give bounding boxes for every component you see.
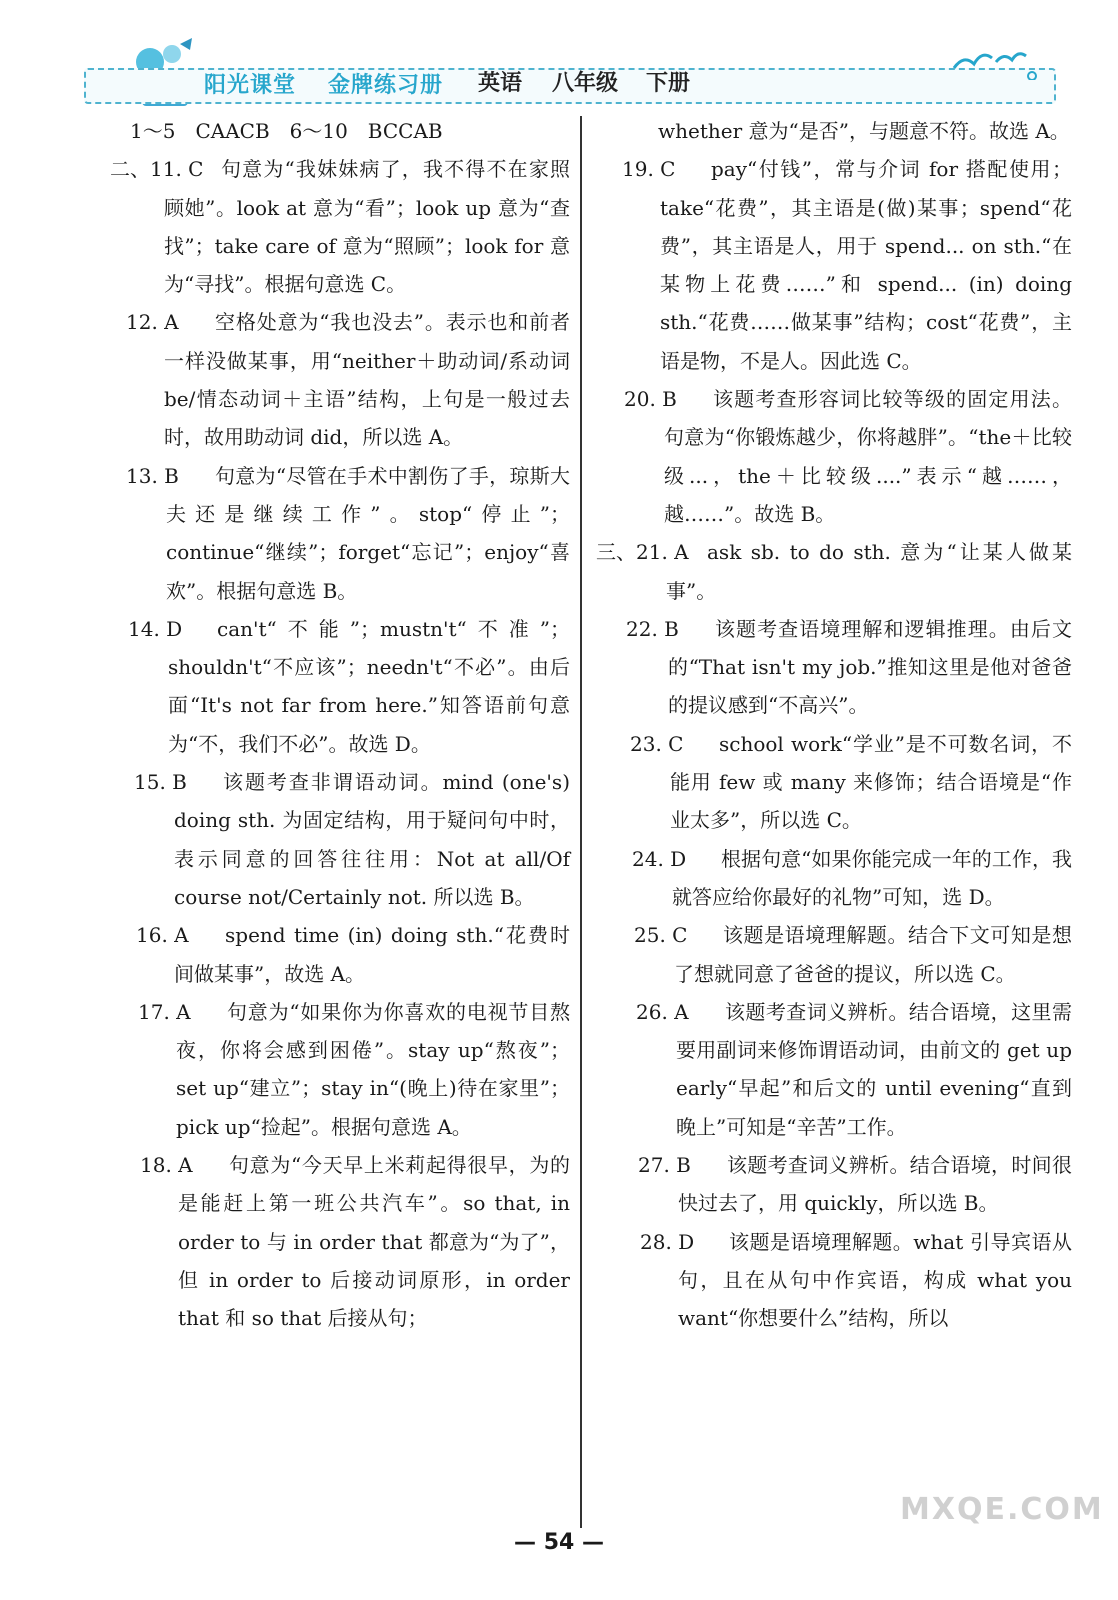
answer-explanation: 句意为“如果你为你喜欢的电视节目熬夜，你将会感到困倦”。stay up“熬夜”；set up“建立”；stay in“(晚上)待在家里”；pick up“捡起”。根据句意选 A。 — [176, 999, 570, 1139]
answer-explanation: 句意为“我妹妹病了，我不得不在家照顾她”。look at 意为“看”；look up 意为“查找”；take care of 意为“照顾”；look for 意为“寻找”。根据句意选 C。 — [164, 157, 570, 297]
question-number: 二、11. C — [110, 157, 204, 182]
question-number: 24. D — [632, 846, 687, 871]
question-number: 三、21. A — [596, 540, 689, 565]
question-number: 15. B — [134, 770, 187, 795]
page-header — [84, 30, 1056, 112]
answer-explanation: 该题是语境理解题。结合下文可知是想了想就同意了爸爸的提议，所以选 C。 — [674, 923, 1072, 986]
answer-explanation: 该题考查语境理解和逻辑推理。由后文的“That isn't my job.”推知这里是他对爸爸的提议感到“不高兴”。 — [668, 616, 1072, 718]
answer-explanation: 该题考查形容词比较等级的固定用法。句意为“你锻炼越少，你将越胖”。“the＋比较级...，the＋比较级....”表示“越……，越……”。故选 B。 — [664, 387, 1072, 526]
answer-item — [110, 1146, 570, 1337]
answer-item — [596, 916, 1072, 993]
brand-right: 金牌练习册 — [328, 73, 444, 98]
answer-explanation: 1～5 CAACB 6～10 BCCAB — [130, 119, 443, 143]
question-number: 18. A — [140, 1153, 193, 1178]
answer-explanation: 句意为“今天早上米莉起得很早，为的是能赶上第一班公共汽车”。so that, in order to 与 in order that 都意为“为了”，但 in order to 后接动词原形，in order that 和 so that 后接从句； — [178, 1153, 570, 1331]
subject-label: 英语 — [478, 71, 523, 96]
answer-item — [110, 303, 570, 456]
answer-item — [596, 112, 1072, 150]
answer-explanation: 该题考查非谓语动词。mind (one's) doing sth. 为固定结构，用于疑问句中时，表示同意的回答往往用：Not at all/Of course not/Certainly not. 所以选 B。 — [174, 770, 570, 909]
answer-item — [596, 840, 1072, 917]
question-number: 28. D — [640, 1229, 695, 1254]
answer-explanation: 空格处意为“我也没去”。表示也和前者一样没做某事，用“neither＋助动词/系动词 be/情态动词＋主语”结构，上句是一般过去时，故用助动词 did，所以选 A。 — [164, 310, 570, 450]
answer-explanation: pay“付钱”，常与介词 for 搭配使用；take“花费”，其主语是(做)某事；spend“花费”，其主语是人，用于 spend... on sth.“在某物上花费……”和 spend... (in) doing sth.“花费……做某事”结构；cost“花费”，主语是物，不是人。因此选 C。 — [660, 157, 1072, 373]
page-number: — 54 — — [514, 1530, 604, 1555]
answer-item — [110, 112, 570, 150]
answer-item — [110, 763, 570, 916]
answer-explanation: 根据句意“如果你能完成一年的工作，我就答应给你最好的礼物”可知，选 D。 — [672, 846, 1072, 909]
question-number: 13. B — [126, 463, 179, 488]
answer-explanation: 该题考查词义辨析。结合语境，这里需要用副词来修饰谓语动词，由前文的 get up early“早起”和后文的 until evening“直到晚上”可知是“辛苦”工作。 — [676, 999, 1072, 1139]
answer-item — [596, 150, 1072, 380]
question-number: 16. A — [136, 923, 189, 948]
question-number: 20. B — [624, 387, 677, 412]
answer-item — [596, 993, 1072, 1146]
answer-item — [596, 610, 1072, 725]
answer-explanation: 该题是语境理解题。what 引导宾语从句，且在从句中作宾语，构成 what you want“你想要什么”结构，所以 — [678, 1229, 1072, 1331]
grade-label: 八年级 — [552, 71, 619, 96]
answer-explanation: can't“不能”；mustn't“不准”；shouldn't“不应该”；needn't“不必”。由后面“It's not far from here.”知答语前句意为“不，我们不必”。故选 D。 — [168, 616, 570, 756]
answer-item — [110, 610, 570, 763]
watermark: MXQE.COM — [900, 1492, 1104, 1527]
answer-item — [110, 150, 570, 303]
question-number: 26. A — [636, 999, 689, 1024]
answer-item — [596, 1146, 1072, 1223]
column-divider — [580, 116, 582, 1528]
question-number: 17. A — [138, 999, 191, 1024]
question-number: 23. C — [630, 731, 684, 756]
answer-item — [596, 380, 1072, 533]
answer-column-right — [596, 112, 1072, 1338]
question-number: 14. D — [128, 616, 183, 641]
question-number: 12. A — [126, 310, 179, 335]
volume-label: 下册 — [646, 71, 691, 96]
answer-column-left — [110, 112, 570, 1338]
answer-item — [110, 916, 570, 993]
answer-explanation: school work“学业”是不可数名词，不能用 few 或 many 来修饰；结合语境是“作业太多”，所以选 C。 — [670, 731, 1072, 833]
answer-item — [110, 993, 570, 1146]
question-number: 22. B — [626, 616, 679, 641]
answer-explanation: 该题考查词义辨析。结合语境，时间很快过去了，用 quickly，所以选 B。 — [678, 1153, 1072, 1216]
answer-explanation: 句意为“尽管在手术中割伤了手，琼斯大夫还是继续工作”。stop“停止”；continue“继续”；forget“忘记”；enjoy“喜欢”。根据句意选 B。 — [166, 463, 570, 603]
answer-item — [596, 725, 1072, 840]
question-number: 19. C — [622, 157, 676, 182]
answer-explanation: spend time (in) doing sth.“花费时间做某事”，故选 A。 — [174, 923, 570, 986]
answer-explanation: ask sb. to do sth. 意为“让某人做某事”。 — [666, 540, 1072, 603]
answer-item — [110, 457, 570, 610]
answer-explanation: whether 意为“是否”，与题意不符。故选 A。 — [658, 119, 1070, 143]
answer-item — [596, 533, 1072, 610]
question-number: 25. C — [634, 923, 688, 948]
brand-left: 阳光课堂 — [204, 73, 297, 98]
answer-item — [596, 1223, 1072, 1338]
question-number: 27. B — [638, 1153, 691, 1178]
birds-icon — [944, 40, 1044, 80]
